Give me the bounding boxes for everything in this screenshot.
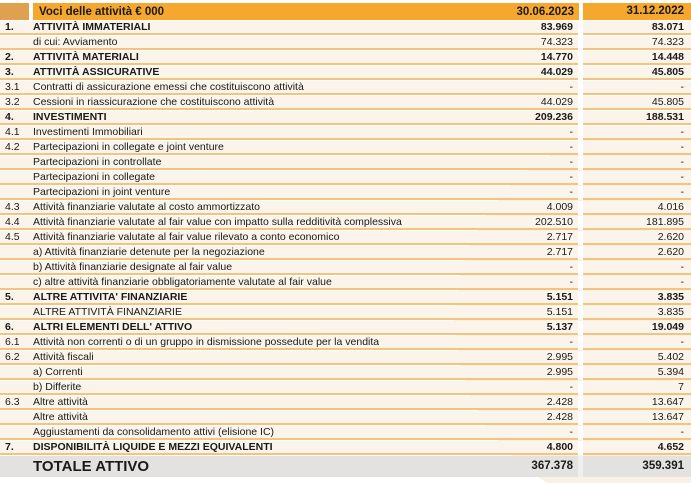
row-label: Investimenti Immobiliari	[33, 126, 480, 140]
row-number	[0, 381, 33, 395]
row-value-2022: -	[583, 186, 691, 200]
row-number: 4.2	[0, 141, 33, 155]
table-row	[0, 366, 691, 380]
table-row	[0, 186, 691, 200]
row-label: di cui: Avviamento	[33, 36, 480, 50]
row-value-2022: 4.016	[583, 201, 691, 215]
table-header-row	[0, 3, 691, 20]
table-row	[0, 426, 691, 440]
row-value-2023: 5.151	[480, 291, 578, 305]
row-value-2023: 4.800	[480, 441, 578, 455]
row-value-2022: -	[583, 276, 691, 290]
row-label: Altre attività	[33, 411, 480, 425]
row-label: ALTRE ATTIVITA' FINANZIARIE	[33, 291, 480, 305]
row-value-2022: 2.620	[583, 231, 691, 245]
row-number: 4.3	[0, 201, 33, 215]
row-value-2023: 2.717	[480, 231, 578, 245]
row-value-2022: -	[583, 336, 691, 350]
row-number	[0, 171, 33, 185]
row-value-2023: -	[480, 381, 578, 395]
row-number: 5.	[0, 291, 33, 305]
row-number: 6.	[0, 321, 33, 335]
row-number	[0, 36, 33, 50]
row-value-2023: 2.428	[480, 411, 578, 425]
row-value-2022: 19.049	[583, 321, 691, 335]
row-label: a) Attività finanziarie detenute per la negoziazione	[33, 246, 480, 260]
row-value-2023: -	[480, 276, 578, 290]
row-number: 6.3	[0, 396, 33, 410]
row-label: b) Attività finanziarie designate al fair value	[33, 261, 480, 275]
row-value-2022: 7	[583, 381, 691, 395]
row-number	[0, 186, 33, 200]
row-label: Attività non correnti o di un gruppo in dismissione possedute per la vendita	[33, 336, 480, 350]
row-value-2023: 2.995	[480, 351, 578, 365]
row-label: DISPONIBILITÀ LIQUIDE E MEZZI EQUIVALENTI	[33, 441, 480, 455]
row-number: 7.	[0, 441, 33, 455]
table-row	[0, 126, 691, 140]
row-value-2022: 181.895	[583, 216, 691, 230]
row-label: ALTRI ELEMENTI DELL' ATTIVO	[33, 321, 480, 335]
row-label: Attività finanziarie valutate al costo ammortizzato	[33, 201, 480, 215]
row-value-2023: -	[480, 126, 578, 140]
row-number: 4.4	[0, 216, 33, 230]
table-row	[0, 246, 691, 260]
row-value-2023: -	[480, 186, 578, 200]
row-value-2023: -	[480, 261, 578, 275]
row-number: 4.5	[0, 231, 33, 245]
row-value-2023: 5.137	[480, 321, 578, 335]
table-body	[0, 21, 691, 455]
total-row	[0, 456, 691, 477]
row-value-2022: -	[583, 141, 691, 155]
table-row	[0, 216, 691, 230]
row-value-2022: 45.805	[583, 96, 691, 110]
table-row	[0, 321, 691, 335]
row-value-2022: -	[583, 171, 691, 185]
table-row	[0, 171, 691, 185]
row-number	[0, 411, 33, 425]
table-row	[0, 141, 691, 155]
row-label: Contratti di assicurazione emessi che costituiscono attività	[33, 81, 480, 95]
table-row	[0, 276, 691, 290]
row-value-2022: 14.448	[583, 51, 691, 65]
row-label: Altre attività	[33, 396, 480, 410]
row-value-2023: 2.995	[480, 366, 578, 380]
row-label: Attività finanziarie valutate al fair value rilevato a conto economico	[33, 231, 480, 245]
row-value-2022: 3.835	[583, 291, 691, 305]
row-value-2022: 5.394	[583, 366, 691, 380]
row-label: Partecipazioni in joint venture	[33, 186, 480, 200]
row-value-2023: 44.029	[480, 96, 578, 110]
total-value-2022: 359.391	[583, 456, 691, 477]
row-number	[0, 261, 33, 275]
row-label: Aggiustamenti da consolidamento attivi (elisione IC)	[33, 426, 480, 440]
table-title: Voci delle attività € 000	[39, 5, 165, 18]
row-number: 2.	[0, 51, 33, 65]
header-number-column-cell	[0, 3, 29, 20]
row-label: ALTRE ATTIVITÀ FINANZIARIE	[33, 306, 480, 320]
table-row	[0, 111, 691, 125]
row-label: Attività finanziarie valutate al fair value con impatto sulla redditività complessiva	[33, 216, 480, 230]
row-label: ATTIVITÀ MATERIALI	[33, 51, 480, 65]
total-label: TOTALE ATTIVO	[33, 456, 480, 477]
row-label: b) Differite	[33, 381, 480, 395]
table-row	[0, 36, 691, 50]
row-value-2023: 83.969	[480, 21, 578, 35]
table-row	[0, 291, 691, 305]
row-label: Partecipazioni in collegate e joint venture	[33, 141, 480, 155]
row-value-2023: 209.236	[480, 111, 578, 125]
row-value-2022: 45.805	[583, 66, 691, 80]
row-label: c) altre attività finanziarie obbligatoriamente valutate al fair value	[33, 276, 480, 290]
table-row	[0, 66, 691, 80]
row-value-2022: 5.402	[583, 351, 691, 365]
row-value-2023: -	[480, 81, 578, 95]
row-number	[0, 306, 33, 320]
row-label: INVESTIMENTI	[33, 111, 480, 125]
row-value-2023: 202.510	[480, 216, 578, 230]
row-number	[0, 366, 33, 380]
row-number	[0, 426, 33, 440]
table-row	[0, 21, 691, 35]
column-header-2023: 30.06.2023	[516, 5, 574, 18]
table-row	[0, 81, 691, 95]
row-value-2022: -	[583, 426, 691, 440]
row-label: Attività fiscali	[33, 351, 480, 365]
row-value-2023: -	[480, 141, 578, 155]
table-row	[0, 351, 691, 365]
row-value-2023: 4.009	[480, 201, 578, 215]
row-value-2022: 13.647	[583, 411, 691, 425]
row-value-2022: 83.071	[583, 21, 691, 35]
row-value-2022: -	[583, 81, 691, 95]
row-number: 4.1	[0, 126, 33, 140]
row-number	[0, 276, 33, 290]
row-label: ATTIVITÀ ASSICURATIVE	[33, 66, 480, 80]
row-label: ATTIVITÀ IMMATERIALI	[33, 21, 480, 35]
row-label: Partecipazioni in collegate	[33, 171, 480, 185]
row-number: 3.1	[0, 81, 33, 95]
total-row-spacer	[0, 456, 33, 477]
row-number: 6.1	[0, 336, 33, 350]
row-value-2023: 2.717	[480, 246, 578, 260]
row-value-2022: 4.652	[583, 441, 691, 455]
row-value-2023: 74.323	[480, 36, 578, 50]
row-value-2023: -	[480, 171, 578, 185]
header-main-cell	[33, 3, 579, 20]
row-number: 3.	[0, 66, 33, 80]
row-number: 6.2	[0, 351, 33, 365]
row-number	[0, 246, 33, 260]
table-row	[0, 411, 691, 425]
row-value-2023: 2.428	[480, 396, 578, 410]
table-row	[0, 306, 691, 320]
table-row	[0, 336, 691, 350]
row-value-2022: 3.835	[583, 306, 691, 320]
column-header-2022: 31.12.2022	[583, 3, 691, 20]
row-number: 4.	[0, 111, 33, 125]
row-number: 3.2	[0, 96, 33, 110]
row-value-2023: -	[480, 426, 578, 440]
row-value-2023: 44.029	[480, 66, 578, 80]
table-row	[0, 261, 691, 275]
table-row	[0, 396, 691, 410]
table-row	[0, 441, 691, 455]
row-value-2022: -	[583, 261, 691, 275]
table-row	[0, 156, 691, 170]
row-value-2022: 188.531	[583, 111, 691, 125]
row-label: Partecipazioni in controllate	[33, 156, 480, 170]
row-number	[0, 156, 33, 170]
table-row	[0, 201, 691, 215]
total-value-2023: 367.378	[480, 456, 578, 477]
row-value-2023: 5.151	[480, 306, 578, 320]
row-value-2022: -	[583, 156, 691, 170]
table-row	[0, 96, 691, 110]
row-number: 1.	[0, 21, 33, 35]
row-value-2023: 14.770	[480, 51, 578, 65]
row-value-2022: 13.647	[583, 396, 691, 410]
row-value-2022: -	[583, 126, 691, 140]
table-row	[0, 51, 691, 65]
table-row	[0, 381, 691, 395]
table-row	[0, 231, 691, 245]
row-label: Cessioni in riassicurazione che costituiscono attività	[33, 96, 480, 110]
row-value-2023: -	[480, 156, 578, 170]
row-value-2023: -	[480, 336, 578, 350]
row-label: a) Correnti	[33, 366, 480, 380]
row-value-2022: 2.620	[583, 246, 691, 260]
row-value-2022: 74.323	[583, 36, 691, 50]
